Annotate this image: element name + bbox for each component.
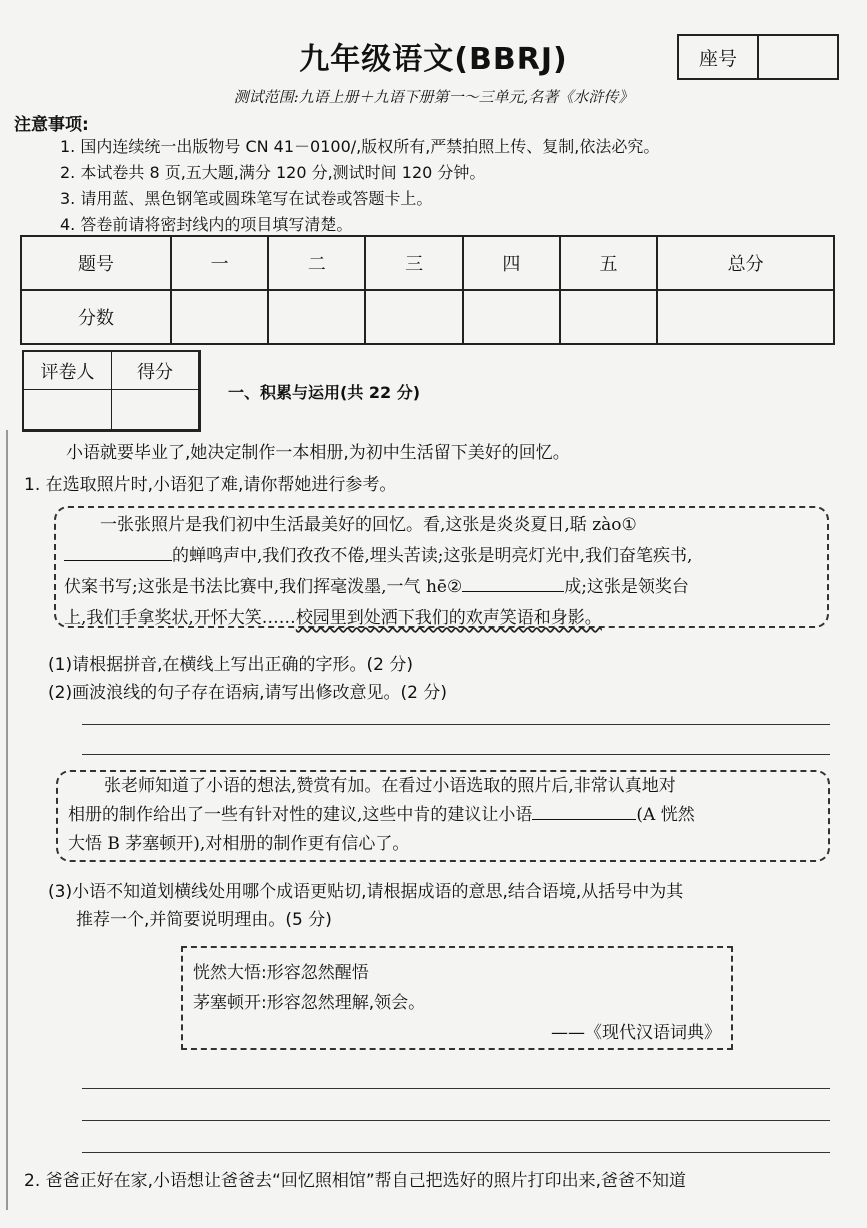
passage-line: 大悟 B 茅塞顿开),对相册的制作更有信心了。	[68, 834, 410, 854]
dict-source: ——《现代汉语词典》	[551, 1023, 721, 1043]
section-title: 一、积累与运用(共 22 分)	[228, 383, 421, 402]
notice-item: 2. 本试卷共 8 页,五大题,满分 120 分,测试时间 120 分钟。	[60, 163, 486, 182]
question-1-2: (2)画波浪线的句子存在语病,请写出修改意见。(2 分)	[48, 683, 447, 703]
score-cell[interactable]	[268, 290, 365, 344]
question-1-3-cont: 推荐一个,并简要说明理由。(5 分)	[76, 910, 332, 930]
score-cell[interactable]	[365, 290, 462, 344]
passage-text: 成;这张是领奖台	[564, 577, 689, 597]
seat-number-box	[677, 34, 839, 80]
notice-heading: 注意事项:	[14, 115, 89, 135]
passage-text: 相册的制作给出了一些有针对性的建议,这些中肯的建议让小语	[68, 805, 533, 825]
wavy-underlined-sentence: 校园里到处洒下我们的欢声笑语和身影。	[295, 608, 602, 628]
passage-line: 一张张照片是我们初中生活最美好的回忆。看,这张是炎炎夏日,聒 zào①	[100, 515, 637, 535]
grader-box	[22, 350, 201, 432]
score-header-cell: 三	[365, 236, 462, 290]
dict-entry: 茅塞顿开:形容忽然理解,领会。	[193, 993, 426, 1013]
passage-text: 伏案书写;这张是书法比赛中,我们挥毫泼墨,一气 hē②	[64, 577, 463, 597]
passage-text: 上,我们手拿奖状,开怀大笑……	[64, 608, 296, 628]
passage-text: 的蝉鸣声中,我们孜孜不倦,埋头苦读;这张是明亮灯光中,我们奋笔疾书,	[172, 546, 693, 566]
answer-line[interactable]	[82, 724, 830, 725]
answer-blank-1[interactable]	[64, 560, 172, 561]
score-cell[interactable]	[463, 290, 560, 344]
seat-number-field[interactable]	[759, 36, 837, 78]
score-header-cell: 二	[268, 236, 365, 290]
grader-score-label: 得分	[112, 352, 199, 390]
question-1-3: (3)小语不知道划横线处用哪个成语更贴切,请根据成语的意思,结合语境,从括号中为其	[48, 882, 684, 902]
score-table-header-row	[21, 236, 834, 290]
grader-label: 评卷人	[24, 352, 112, 390]
binding-margin-line	[6, 430, 8, 1210]
notice-item: 1. 国内连续统一出版物号 CN 41－0100/,版权所有,严禁拍照上传、复制,依法必究。	[60, 137, 660, 156]
section-intro: 小语就要毕业了,她决定制作一本相册,为初中生活留下美好的回忆。	[66, 443, 570, 463]
score-header-cell: 题号	[21, 236, 171, 290]
score-row-label: 分数	[21, 290, 171, 344]
notice-item: 4. 答卷前请将密封线内的项目填写清楚。	[60, 215, 353, 234]
passage-box-1	[54, 506, 829, 628]
dict-entry: 恍然大悟:形容忽然醒悟	[193, 963, 369, 983]
score-header-cell: 四	[463, 236, 560, 290]
score-table	[20, 235, 835, 345]
grader-name-field[interactable]	[24, 390, 112, 430]
score-header-cell: 五	[560, 236, 657, 290]
grader-score-field[interactable]	[112, 390, 199, 430]
answer-blank-2[interactable]	[462, 591, 564, 592]
passage-line	[68, 801, 818, 830]
answer-line[interactable]	[82, 1088, 830, 1089]
passage-line	[64, 603, 819, 634]
score-cell[interactable]	[560, 290, 657, 344]
question-1: 1. 在选取照片时,小语犯了难,请你帮她进行参考。	[24, 475, 397, 495]
passage-line	[64, 572, 819, 603]
score-header-cell: 一	[171, 236, 268, 290]
test-scope: 测试范围:九语上册＋九语下册第一～三单元,名著《水浒传》	[233, 88, 634, 106]
answer-line[interactable]	[82, 1152, 830, 1153]
question-1-1: (1)请根据拼音,在横线上写出正确的字形。(2 分)	[48, 655, 413, 675]
question-2: 2. 爸爸正好在家,小语想让爸爸去“回忆照相馆”帮自己把选好的照片打印出来,爸爸不知道	[24, 1171, 687, 1191]
score-cell[interactable]	[657, 290, 834, 344]
passage-line: 张老师知道了小语的想法,赞赏有加。在看过小语选取的照片后,非常认真地对	[104, 776, 676, 796]
notice-item: 3. 请用蓝、黑色钢笔或圆珠笔写在试卷或答题卡上。	[60, 189, 433, 208]
dictionary-box	[181, 946, 733, 1050]
score-table-score-row	[21, 290, 834, 344]
passage-text: (A 恍然	[636, 805, 695, 825]
exam-title: 九年级语文(BBRJ)	[299, 42, 568, 77]
passage-line	[64, 541, 819, 572]
passage-box-2	[56, 770, 830, 862]
answer-blank-3[interactable]	[532, 819, 636, 820]
seat-number-label: 座号	[679, 36, 759, 78]
score-header-cell: 总分	[657, 236, 834, 290]
answer-line[interactable]	[82, 1120, 830, 1121]
answer-line[interactable]	[82, 754, 830, 755]
score-cell[interactable]	[171, 290, 268, 344]
